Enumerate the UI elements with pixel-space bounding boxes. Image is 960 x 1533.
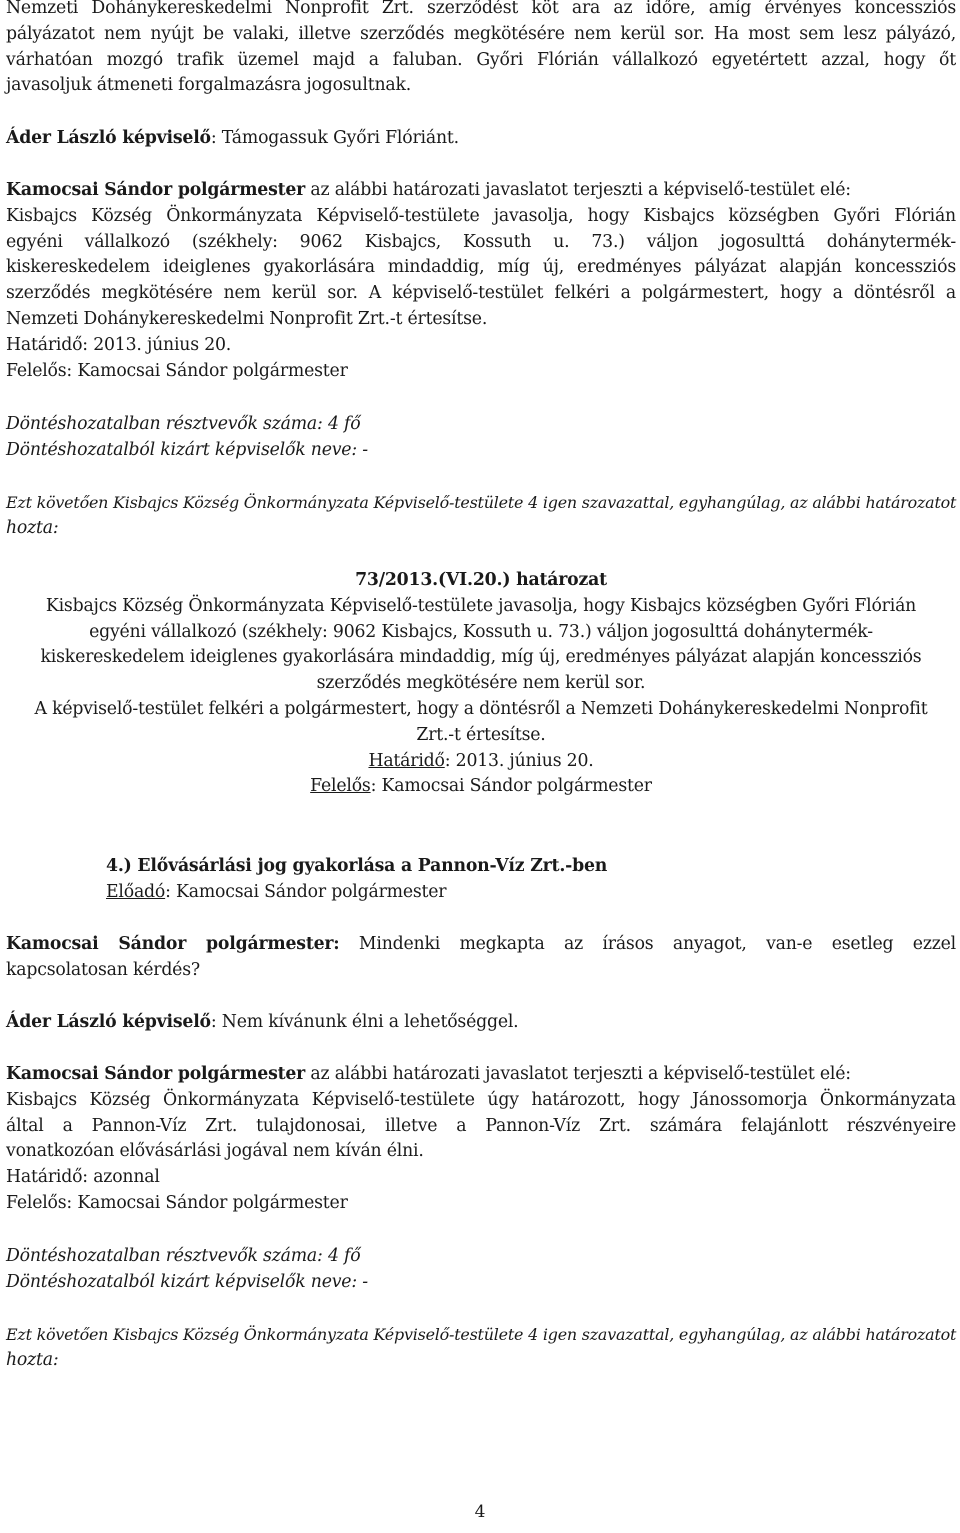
text-line: kiskereskedelem ideiglenes gyakorlására mindaddig, míg új, eredményes pályázat alapján koncessziós bbox=[40, 647, 922, 668]
text-line: A képviselő-testület felkéri a polgármestert, hogy a döntésről a Nemzeti Dohánykereskedelmi Nonprofit bbox=[34, 698, 928, 719]
vote-result-text: Ezt követően Kisbajcs Község Önkormányzata Képviselő-testülete 4 igen szavazattal, egyhangúlag, az alábbi határozatot bbox=[6, 493, 957, 512]
vote-result-1 bbox=[6, 490, 956, 542]
vote-result-text: hozta: bbox=[6, 1349, 59, 1370]
text-line: egyéni vállalkozó (székhely: 9062 Kisbajcs, Kossuth u. 73.) váljon jogosulttá dohánytermék- bbox=[89, 621, 873, 642]
section-title: 4.) Elővásárlási jog gyakorlása a Pannon-Víz Zrt.-ben bbox=[106, 856, 608, 876]
text-line: Kisbajcs Község Önkormányzata Képviselő-testülete javasolja, hogy Kisbajcs községben Győri Flórián bbox=[45, 595, 917, 616]
responsible: Felelős: Kamocsai Sándor polgármester bbox=[6, 1192, 348, 1213]
resolution-block bbox=[6, 568, 956, 800]
text-line: egyéni vállalkozó (székhely: 9062 Kisbajcs, Kossuth u. 73.) váljon jogosulttá dohánytermék- bbox=[6, 231, 956, 252]
presenter-value: : Kamocsai Sándor polgármester bbox=[165, 881, 447, 902]
statement-text: : Támogassuk Győri Flóriánt. bbox=[210, 128, 459, 148]
ader-statement-2 bbox=[6, 1010, 956, 1036]
presenter-label: Előadó bbox=[106, 881, 166, 902]
participants-count: Döntéshozatalban résztvevők száma: 4 fő bbox=[6, 1246, 361, 1266]
text-line: Kisbajcs Község Önkormányzata Képviselő-testülete úgy határozott, hogy Jánossomorja Önkormányzata bbox=[6, 1089, 956, 1110]
text-line: kapcsolatosan kérdés? bbox=[6, 959, 200, 980]
deadline: Határidő: 2013. június 20. bbox=[6, 334, 232, 355]
text-line: pályázatot nem nyújt be valaki, illetve szerződés megkötésére nem kerül sor. Ha most sem lesz pályázó, bbox=[6, 23, 956, 44]
text-line: által a Pannon-Víz Zrt. tulajdonosai, illetve a Pannon-Víz Zrt. számára felajánlott részvényeire bbox=[6, 1115, 956, 1136]
section-4 bbox=[106, 854, 806, 906]
deadline: Határidő: azonnal bbox=[6, 1167, 160, 1188]
resolution-title: 73/2013.(VI.20.) határozat bbox=[355, 570, 607, 590]
statement-text: Mindenki megkapta az írásos anyagot, van-e esetleg ezzel bbox=[339, 934, 957, 954]
excluded-members: Döntéshozatalból kizárt képviselők neve: - bbox=[6, 1271, 368, 1292]
page-number: 4 bbox=[474, 1502, 486, 1522]
vote-result-text: hozta: bbox=[6, 517, 59, 538]
proposal-intro: az alábbi határozati javaslatot terjeszti a képviselő-testület elé: bbox=[305, 1064, 851, 1084]
responsible: Felelős: Kamocsai Sándor polgármester bbox=[6, 360, 348, 381]
text-line: várhatóan mozgó trafik üzemel majd a faluban. Győri Flórián vállalkozó egyetértett azzal, hogy őt bbox=[6, 49, 956, 70]
statement-text: : Nem kívánunk élni a lehetőséggel. bbox=[210, 1012, 519, 1032]
text-line: Nemzeti Dohánykereskedelmi Nonprofit Zrt.-t értesítse. bbox=[6, 308, 488, 329]
mayor-question bbox=[6, 932, 956, 984]
speaker-name: Áder László képviselő bbox=[6, 1012, 211, 1032]
speaker-name: Áder László képviselő bbox=[6, 128, 211, 148]
vote-result-text: Ezt követően Kisbajcs Község Önkormányzata Képviselő-testülete 4 igen szavazattal, egyhangúlag, az alábbi határozatot bbox=[6, 1325, 957, 1344]
participants-count: Döntéshozatalban résztvevők száma: 4 fő bbox=[6, 414, 361, 434]
deadline-value: : 2013. június 20. bbox=[444, 750, 594, 771]
mayor-proposal-2 bbox=[6, 1062, 956, 1217]
proposal-intro: az alábbi határozati javaslatot terjeszti a képviselő-testület elé: bbox=[305, 180, 851, 200]
intro-paragraph bbox=[6, 0, 956, 99]
vote-block-2 bbox=[6, 1244, 956, 1296]
excluded-members: Döntéshozatalból kizárt képviselők neve: - bbox=[6, 439, 368, 460]
text-line: Nemzeti Dohánykereskedelmi Nonprofit Zrt. szerződést köt ara az időre, amíg érvényes koncessziós bbox=[6, 0, 956, 18]
text-line: kiskereskedelem ideiglenes gyakorlására mindaddig, míg új, eredményes pályázat alapján koncessziós bbox=[6, 257, 956, 278]
text-line: szerződés megkötésére nem kerül sor. A képviselő-testület felkéri a polgármestert, hogy a döntésről a bbox=[6, 283, 956, 304]
text-line: Kisbajcs Község Önkormányzata Képviselő-testülete javasolja, hogy Kisbajcs községben Győri Flórián bbox=[6, 205, 956, 226]
text-line: szerződés megkötésére nem kerül sor. bbox=[316, 673, 646, 694]
mayor-proposal-1 bbox=[6, 178, 956, 384]
text-line: javasoljuk átmeneti forgalmazásra jogosultnak. bbox=[6, 75, 412, 96]
speaker-name: Kamocsai Sándor polgármester bbox=[6, 180, 306, 200]
vote-result-2 bbox=[6, 1322, 956, 1374]
speaker-name: Kamocsai Sándor polgármester bbox=[6, 1064, 306, 1084]
responsible-label: Felelős bbox=[310, 776, 371, 797]
deadline-label: Határidő bbox=[368, 750, 445, 771]
vote-block-1 bbox=[6, 412, 956, 464]
text-line: Zrt.-t értesítse. bbox=[416, 724, 546, 745]
text-line: vonatkozóan elővásárlási jogával nem kíván élni. bbox=[6, 1141, 424, 1162]
responsible-value: : Kamocsai Sándor polgármester bbox=[370, 776, 652, 797]
ader-statement-1 bbox=[6, 126, 956, 152]
speaker-name: Kamocsai Sándor polgármester: bbox=[6, 934, 340, 954]
